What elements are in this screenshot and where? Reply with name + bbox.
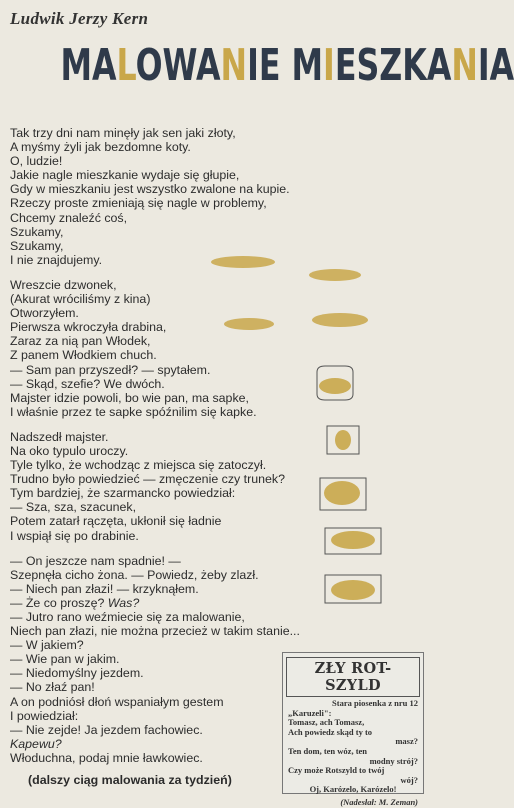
poem-line: Z panem Włodkiem chuch.: [10, 348, 157, 363]
poem-line: I właśnie przez te sapke spóźnilim się kapke.: [10, 404, 257, 419]
poem-line: — W jakiem?: [10, 638, 84, 653]
title-segment: ESZKA: [334, 40, 452, 91]
poem-line: Zaraz za nią pan Włodek,: [10, 334, 151, 349]
poem-line: Majster idzie powoli, bo wie pan, ma sapke,: [10, 390, 249, 405]
poem-line: — Niedomyślny jezdem.: [10, 666, 144, 681]
title-segment: IE M: [247, 40, 324, 91]
poem-line: Jakie nagle mieszkanie wydaje się głupie,: [10, 168, 240, 183]
sidebar-line: Tomasz, ach Tomasz,: [288, 717, 365, 728]
sidebar-line: (Nadesłał: M. Zeman): [340, 796, 418, 807]
sidebar-line: Oj, Karózelo, Karózelo!: [309, 784, 397, 795]
title-segment: I: [323, 40, 335, 91]
poem-line: — No złaź pan!: [10, 680, 95, 695]
sidebar-line: Ten dom, ten wóz, ten: [288, 745, 368, 756]
poem-line: O, ludzie!: [10, 154, 63, 169]
sidebar-line: „Karuzeli":: [288, 707, 332, 718]
poem-line: Szukamy,: [10, 224, 64, 239]
poem-line: — On jeszcze nam spadnie! —: [10, 553, 181, 568]
sidebar-lyrics: [283, 699, 423, 808]
sidebar-line: Czy może Rotszyld to twój: [288, 765, 385, 776]
sidebar-line: wój?: [400, 774, 418, 785]
continuation-note: (dalszy ciąg malowania za tydzień): [28, 773, 232, 787]
poem-line: Pierwsza wkroczyła drabina,: [10, 320, 167, 335]
poem-line: — Wie pan w jakim.: [10, 652, 120, 667]
title-segment: OWA: [135, 40, 221, 91]
poem-line: — Sam pan przyszedł? — spytałem.: [10, 362, 211, 377]
sidebar-box: [282, 652, 424, 807]
title-segment: L: [116, 40, 136, 91]
poem-line: Gdy w mieszkaniu jest wszystko zwalone na kupie.: [10, 182, 290, 197]
title-segment: N: [451, 40, 478, 91]
sidebar-line: Ach powiedz skąd ty to: [288, 726, 373, 737]
poem-line: Rzeczy proste zmieniają się nagle w problemy,: [10, 196, 267, 211]
poem-line: Tak trzy dni nam minęły jak sen jaki złoty,: [10, 126, 236, 140]
sidebar-line: Stara piosenka z nru 12: [332, 698, 418, 708]
poem-line: Wreszcie dzwonek,: [10, 277, 117, 292]
poem-line: — Niech pan złazi! — krzyknąłem.: [10, 581, 199, 596]
poem-line: — Sza, sza, szacunek,: [10, 500, 137, 515]
poem-line: Potem zatarł rączęta, ukłonił się ładnie: [10, 514, 222, 529]
poem-line: Szepnęła cicho żona. — Powiedz, żeby zlazł.: [10, 567, 259, 582]
poem-line: Tyle tylko, że wchodząc z miejsca się zatoczył.: [10, 458, 267, 473]
poem-line: Otworzyłem.: [10, 306, 79, 321]
title-segment: N: [220, 40, 248, 91]
poem-line: A myśmy żyli jak bezdomne koty.: [10, 140, 191, 155]
poem-line: I nie znajdujemy.: [10, 252, 103, 267]
stanza-gap: [10, 543, 420, 554]
author-name: Ludwik Jerzy Kern: [10, 9, 149, 28]
article-title: [60, 40, 514, 91]
poem-line: I powiedział:: [10, 708, 79, 723]
poem-line: Włoduchna, podaj mnie ławkowiec.: [10, 750, 203, 765]
poem-line: Szukamy,: [10, 238, 64, 253]
poem-line: Niech pan złazi, nie można przecież w takim stanie...: [10, 624, 300, 639]
poem-line: Trudno było powiedzieć — zmęczenie czy trunek?: [10, 472, 286, 487]
poem-line: Nadszedł majster.: [10, 429, 109, 444]
poem-line: — Nie zejde! Ja jezdem fachowiec.: [10, 722, 203, 737]
poem-line: — Skąd, szefie? We dwóch.: [10, 376, 165, 391]
sidebar-line: modny strój?: [369, 755, 418, 766]
stanza-gap: [10, 419, 420, 430]
sidebar-title: ZŁY ROT-SZYLD: [286, 657, 420, 697]
poem-line: A on podniósł dłoń wspaniałym gestem: [10, 694, 224, 709]
poem-line: — Jutro rano weźmiecie się za malowanie,: [10, 610, 245, 624]
poem-line: Na oko typulo uroczy.: [10, 443, 129, 458]
poem-line: Tym bardziej, że szarmancko powiedział:: [10, 486, 236, 501]
stanza-gap: [10, 267, 420, 278]
poem-line: — Że co proszę? Was?: [10, 595, 140, 610]
title-segment: IA: [477, 40, 514, 91]
poem-line: I wspiął się po drabinie.: [10, 528, 139, 543]
poem-line: Chcemy znaleźć coś,: [10, 210, 128, 225]
sidebar-line: masz?: [395, 736, 418, 747]
title-segment: MA: [60, 40, 117, 91]
poem-line: (Akurat wróciliśmy z kina): [10, 292, 151, 307]
poem-line: Kapewu?: [10, 736, 62, 751]
